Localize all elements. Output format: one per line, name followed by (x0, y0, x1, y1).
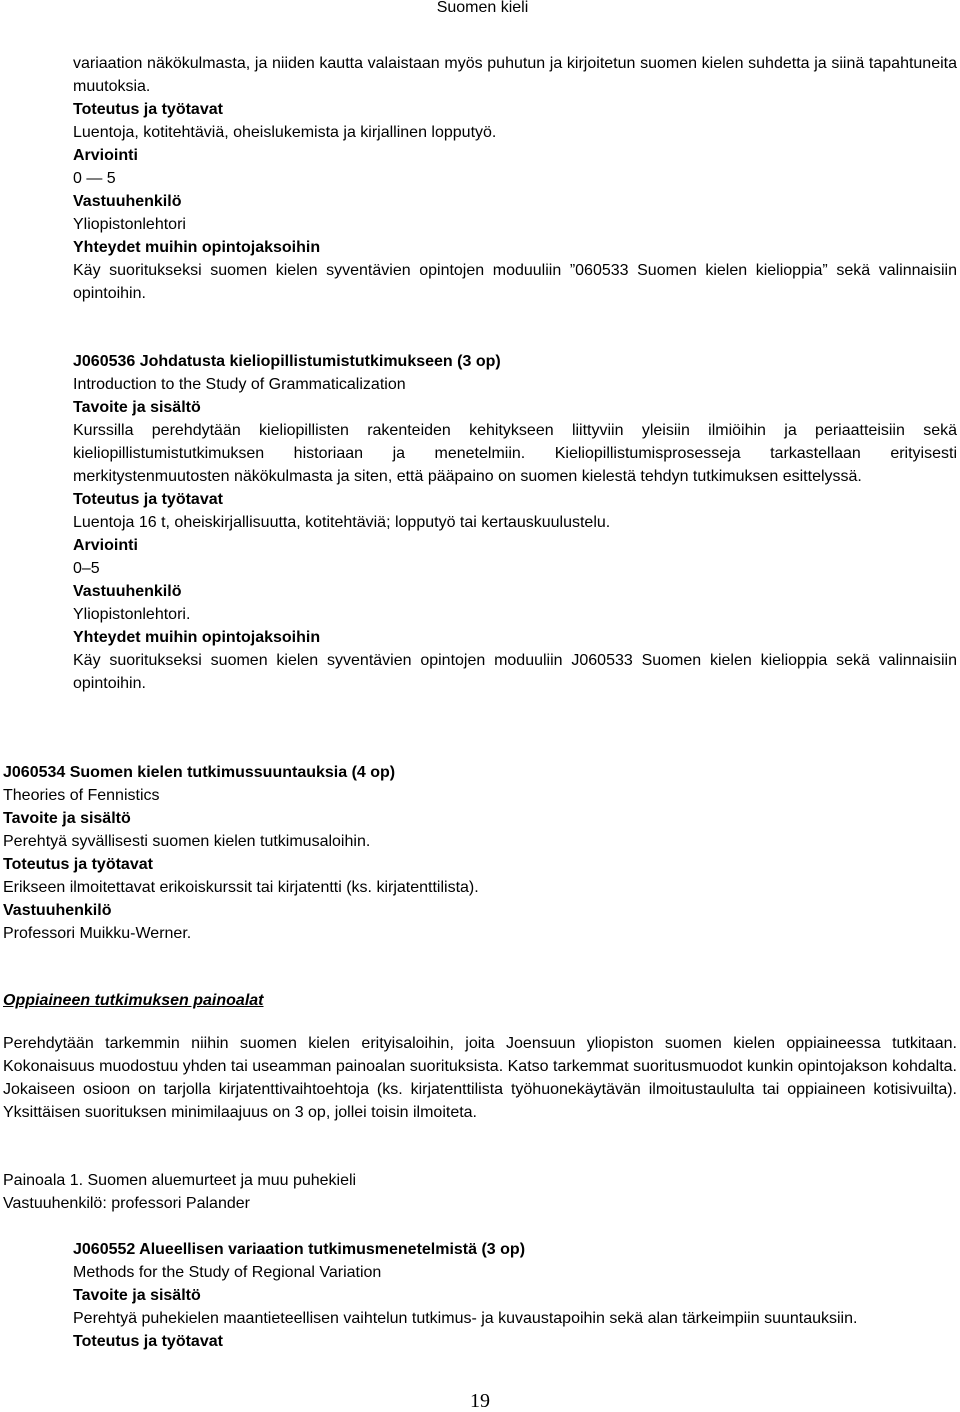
implementation-text: Erikseen ilmoitettavat erikoiskurssit tai kirjatentti (ks. kirjatenttilista). (3, 879, 479, 896)
grading-text: 0–5 (73, 560, 100, 577)
implementation-text: Luentoja, kotitehtäviä, oheislukemista ja kirjallinen lopputyö. (73, 124, 497, 141)
course-j060552 (73, 1238, 957, 1353)
connections-heading: Yhteydet muihin opintojaksoihin (73, 629, 321, 646)
content-heading: Tavoite ja sisältö (3, 810, 131, 827)
implementation-heading: Toteutus ja työtavat (73, 491, 223, 508)
implementation-heading: Toteutus ja työtavat (73, 101, 223, 118)
description-continuation: variaation näkökulmasta, ja niiden kautta valaistaan myös puhutun ja kirjoitetun suomen kielen suhdetta ja siinä tapahtuneita muutoksia. (73, 55, 957, 95)
course-j060536 (73, 350, 957, 695)
connections-text: Käy suoritukseksi suomen kielen syventävien opintojen moduuliin J060533 Suomen kielen kielioppia sekä valinnaisiin opintoihin. (73, 652, 957, 692)
painoala-block (3, 1169, 957, 1215)
course-title: J060552 Alueellisen variaation tutkimusmenetelmistä (3 op) (73, 1241, 526, 1258)
course-english-title: Introduction to the Study of Grammaticalization (73, 376, 406, 393)
painoala-responsible: Vastuuhenkilö: professori Palander (3, 1195, 250, 1212)
implementation-text: Luentoja 16 t, oheiskirjallisuutta, kotitehtäviä; lopputyö tai kertauskuulustelu. (73, 514, 611, 531)
grading-text: 0 — 5 (73, 170, 116, 187)
section-intro: Perehdytään tarkemmin niihin suomen kielen erityisaloihin, joita Joensuun yliopiston suomen kielen oppiaineessa tutkitaan. Kokonaisuus muodostuu yhden tai useamman painoalan suorituksista. Katso tarkemmat suoritusmuodot kunkin opintojakson kohdalta. Jokaiseen osioon on tarjolla kirjatenttivaihtoehtoja (ks. kirjatenttilista työhuonekäytävän ilmoitustaululta tai oppiaineen kotisivuilta). Yksittäisen suorituksen minimilaajuus on 3 op, jollei toisin ilmoiteta. (3, 1035, 957, 1121)
painoala-title: Painoala 1. Suomen aluemurteet ja muu puhekieli (3, 1172, 357, 1189)
content-text: Kurssilla perehdytään kieliopillisten rakenteiden kehitykseen liittyviin yleisiin ilmiöihin ja periaatteisiin sekä kieliopillistumistutkimuksen historiaan ja menetelmiin. Kieliopillistumisprosesseja tarkastellaan erityisesti merkitystenmuutosten näkökulmasta ja siten, että pääpaino on suomen kielestä tehdyn tutkimuksen esittelyssä. (73, 422, 957, 485)
content-text: Perehtyä puhekielen maantieteellisen vaihtelun tutkimus- ja kuvaustapoihin sekä alan tärkeimpiin suuntauksiin. (73, 1310, 858, 1327)
connections-text: Käy suoritukseksi suomen kielen syventävien opintojen moduuliin ”060533 Suomen kielen kielioppia” sekä valinnaisiin opintoihin. (73, 262, 957, 302)
section-intro-block (3, 1032, 957, 1124)
responsible-text: Yliopistonlehtori. (73, 606, 191, 623)
responsible-heading: Vastuuhenkilö (73, 583, 182, 600)
responsible-text: Yliopistonlehtori (73, 216, 186, 233)
course-title: J060536 Johdatusta kieliopillistumistutkimukseen (3 op) (73, 353, 501, 370)
implementation-heading: Toteutus ja työtavat (73, 1333, 223, 1350)
course-english-title: Methods for the Study of Regional Variation (73, 1264, 382, 1281)
content-heading: Tavoite ja sisältö (73, 399, 201, 416)
connections-heading: Yhteydet muihin opintojaksoihin (73, 239, 321, 256)
responsible-text: Professori Muikku-Werner. (3, 925, 192, 942)
responsible-heading: Vastuuhenkilö (3, 902, 112, 919)
course-english-title: Theories of Fennistics (3, 787, 160, 804)
course-j060534 (3, 761, 957, 945)
grading-heading: Arviointi (73, 147, 138, 164)
content-text: Perehtyä syvällisesti suomen kielen tutkimusaloihin. (3, 833, 371, 850)
grading-heading: Arviointi (73, 537, 138, 554)
page-number: 19 (470, 1390, 490, 1412)
responsible-heading: Vastuuhenkilö (73, 193, 182, 210)
top-course-block (73, 52, 957, 305)
course-title: J060534 Suomen kielen tutkimussuuntauksia (4 op) (3, 764, 396, 781)
section-heading: Oppiaineen tutkimuksen painoalat (3, 992, 264, 1009)
section-heading-block (3, 989, 957, 1012)
running-header (0, 0, 960, 16)
content-heading: Tavoite ja sisältö (73, 1287, 201, 1304)
running-title: Suomen kieli (436, 0, 529, 16)
implementation-heading: Toteutus ja työtavat (3, 856, 153, 873)
